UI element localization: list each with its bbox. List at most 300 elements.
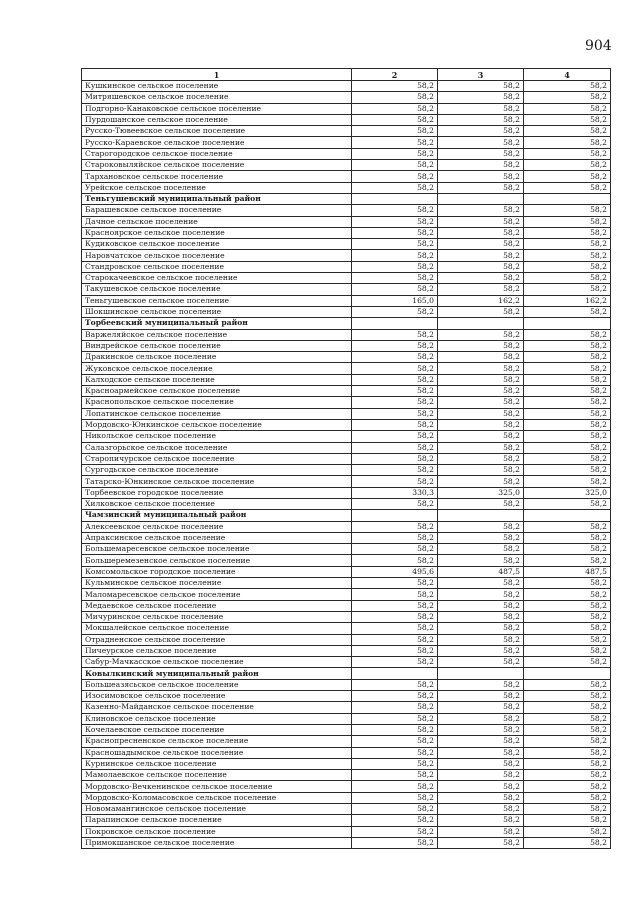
value-cell-col2: 58,2: [352, 306, 438, 317]
district-name: Теньгушевский муниципальный район: [82, 193, 352, 204]
settlement-name: Старокачеевское сельское поселение: [82, 273, 352, 284]
table-row: [82, 837, 611, 848]
settlement-name: Стандровское сельское поселение: [82, 261, 352, 272]
value-cell-col2: 58,2: [352, 792, 438, 803]
value-cell-col4: 58,2: [524, 770, 611, 781]
value-cell-col3: 58,2: [438, 397, 524, 408]
value-cell-col2: 58,2: [352, 544, 438, 555]
table-row: [82, 171, 611, 182]
value-cell-col2: 58,2: [352, 758, 438, 769]
table-row: [82, 713, 611, 724]
value-cell-col4: 58,2: [524, 239, 611, 250]
value-cell-col4: 58,2: [524, 408, 611, 419]
empty-cell: [352, 193, 438, 204]
value-cell-col2: 58,2: [352, 386, 438, 397]
empty-cell: [524, 193, 611, 204]
value-cell-col4: 58,2: [524, 92, 611, 103]
settlement-name: Отрадненское сельское поселение: [82, 634, 352, 645]
value-cell-col2: 58,2: [352, 555, 438, 566]
value-cell-col3: 58,2: [438, 284, 524, 295]
table-row: [82, 408, 611, 419]
value-cell-col2: 58,2: [352, 352, 438, 363]
district-header-row: [82, 193, 611, 204]
value-cell-col4: 58,2: [524, 521, 611, 532]
value-cell-col3: 58,2: [438, 114, 524, 125]
value-cell-col4: 325,0: [524, 487, 611, 498]
value-cell-col3: 58,2: [438, 691, 524, 702]
empty-cell: [352, 318, 438, 329]
value-cell-col4: 58,2: [524, 397, 611, 408]
table-row: [82, 758, 611, 769]
value-cell-col4: 58,2: [524, 465, 611, 476]
table-row: [82, 724, 611, 735]
settlement-name: Дачное сельское поселение: [82, 216, 352, 227]
value-cell-col2: 58,2: [352, 645, 438, 656]
value-cell-col3: 58,2: [438, 160, 524, 171]
value-cell-col4: 58,2: [524, 611, 611, 622]
value-cell-col2: 58,2: [352, 397, 438, 408]
value-cell-col3: 58,2: [438, 408, 524, 419]
value-cell-col2: 58,2: [352, 634, 438, 645]
value-cell-col4: 58,2: [524, 634, 611, 645]
value-cell-col3: 58,2: [438, 589, 524, 600]
value-cell-col4: 58,2: [524, 736, 611, 747]
value-cell-col4: 58,2: [524, 600, 611, 611]
value-cell-col4: 58,2: [524, 374, 611, 385]
value-cell-col4: 58,2: [524, 532, 611, 543]
settlement-name: Лопатинское сельское поселение: [82, 408, 352, 419]
value-cell-col2: 58,2: [352, 804, 438, 815]
value-cell-col2: 58,2: [352, 239, 438, 250]
district-header-row: [82, 668, 611, 679]
value-cell-col2: 495,6: [352, 566, 438, 577]
value-cell-col2: 58,2: [352, 521, 438, 532]
value-cell-col3: 58,2: [438, 623, 524, 634]
value-cell-col2: 58,2: [352, 250, 438, 261]
value-cell-col4: 58,2: [524, 227, 611, 238]
table-row: [82, 419, 611, 430]
settlement-name: Митряшевское сельское поселение: [82, 92, 352, 103]
value-cell-col4: 58,2: [524, 81, 611, 92]
value-cell-col4: 58,2: [524, 148, 611, 159]
settlement-name: Калходское сельское поселение: [82, 374, 352, 385]
value-cell-col4: 58,2: [524, 137, 611, 148]
settlement-name: Комсомольское городское поселение: [82, 566, 352, 577]
value-cell-col2: 58,2: [352, 103, 438, 114]
value-cell-col3: 58,2: [438, 815, 524, 826]
value-cell-col2: 58,2: [352, 713, 438, 724]
table-row: [82, 92, 611, 103]
value-cell-col4: 58,2: [524, 713, 611, 724]
table-row: [82, 81, 611, 92]
value-cell-col4: 58,2: [524, 758, 611, 769]
value-cell-col2: 58,2: [352, 114, 438, 125]
table-row: [82, 250, 611, 261]
value-cell-col4: 58,2: [524, 363, 611, 374]
value-cell-col4: 58,2: [524, 114, 611, 125]
table-row: [82, 273, 611, 284]
settlement-name: Красношадымское сельское поселение: [82, 747, 352, 758]
empty-cell: [352, 510, 438, 521]
value-cell-col2: 58,2: [352, 724, 438, 735]
table-row: [82, 442, 611, 453]
value-cell-col4: 58,2: [524, 781, 611, 792]
value-cell-col3: 58,2: [438, 747, 524, 758]
empty-cell: [352, 668, 438, 679]
value-cell-col4: 487,5: [524, 566, 611, 577]
table-row: [82, 227, 611, 238]
table-row: [82, 804, 611, 815]
value-cell-col2: 58,2: [352, 273, 438, 284]
column-header-1: 1: [82, 69, 352, 81]
value-cell-col2: 58,2: [352, 691, 438, 702]
settlement-name: Барашевское сельское поселение: [82, 205, 352, 216]
column-header-row: [82, 69, 611, 81]
value-cell-col3: 58,2: [438, 306, 524, 317]
value-cell-col2: 58,2: [352, 81, 438, 92]
value-cell-col3: 58,2: [438, 148, 524, 159]
value-cell-col3: 58,2: [438, 374, 524, 385]
value-cell-col2: 58,2: [352, 171, 438, 182]
table-row: [82, 657, 611, 668]
value-cell-col3: 58,2: [438, 419, 524, 430]
district-name: Торбеевский муниципальный район: [82, 318, 352, 329]
value-cell-col2: 58,2: [352, 815, 438, 826]
value-cell-col4: 58,2: [524, 160, 611, 171]
value-cell-col3: 58,2: [438, 182, 524, 193]
value-cell-col2: 58,2: [352, 137, 438, 148]
settlement-name: Маломаресевское сельское поселение: [82, 589, 352, 600]
value-cell-col3: 58,2: [438, 837, 524, 848]
value-cell-col3: 58,2: [438, 792, 524, 803]
value-cell-col2: 58,2: [352, 431, 438, 442]
value-cell-col2: 58,2: [352, 329, 438, 340]
value-cell-col2: 58,2: [352, 284, 438, 295]
value-cell-col4: 58,2: [524, 182, 611, 193]
value-cell-col3: 58,2: [438, 634, 524, 645]
table-row: [82, 329, 611, 340]
settlement-name: Парапинское сельское поселение: [82, 815, 352, 826]
table-row: [82, 340, 611, 351]
value-cell-col2: 58,2: [352, 532, 438, 543]
settlement-name: Изосимовское сельское поселение: [82, 691, 352, 702]
settlement-name: Мордовско-Коломасовское сельское поселение: [82, 792, 352, 803]
empty-cell: [438, 510, 524, 521]
table-row: [82, 126, 611, 137]
value-cell-col2: 58,2: [352, 126, 438, 137]
allocation-table: [81, 68, 611, 849]
value-cell-col2: 58,2: [352, 442, 438, 453]
value-cell-col4: 58,2: [524, 623, 611, 634]
value-cell-col2: 58,2: [352, 736, 438, 747]
settlement-name: Татарско-Юнкинское сельское поселение: [82, 476, 352, 487]
value-cell-col3: 58,2: [438, 476, 524, 487]
value-cell-col3: 58,2: [438, 363, 524, 374]
settlement-name: Алексеевское сельское поселение: [82, 521, 352, 532]
value-cell-col4: 58,2: [524, 804, 611, 815]
table-row: [82, 611, 611, 622]
district-name: Чамзинский муниципальный район: [82, 510, 352, 521]
value-cell-col2: 58,2: [352, 498, 438, 509]
value-cell-col3: 58,2: [438, 352, 524, 363]
table-row: [82, 781, 611, 792]
value-cell-col3: 58,2: [438, 386, 524, 397]
settlement-name: Кочелаевское сельское поселение: [82, 724, 352, 735]
table-row: [82, 374, 611, 385]
value-cell-col2: 58,2: [352, 611, 438, 622]
value-cell-col3: 58,2: [438, 544, 524, 555]
empty-cell: [438, 668, 524, 679]
value-cell-col3: 58,2: [438, 578, 524, 589]
empty-cell: [524, 668, 611, 679]
value-cell-col3: 58,2: [438, 103, 524, 114]
value-cell-col4: 58,2: [524, 284, 611, 295]
settlement-name: Примокшанское сельское поселение: [82, 837, 352, 848]
table-row: [82, 826, 611, 837]
settlement-name: Кульминское сельское поселение: [82, 578, 352, 589]
settlement-name: Кудиковское сельское поселение: [82, 239, 352, 250]
value-cell-col3: 58,2: [438, 465, 524, 476]
value-cell-col2: 58,2: [352, 227, 438, 238]
value-cell-col4: 58,2: [524, 498, 611, 509]
value-cell-col4: 58,2: [524, 126, 611, 137]
settlement-name: Такушевское сельское поселение: [82, 284, 352, 295]
settlement-name: Салазгорьское сельское поселение: [82, 442, 352, 453]
value-cell-col2: 58,2: [352, 476, 438, 487]
value-cell-col4: 58,2: [524, 431, 611, 442]
settlement-name: Мичуринское сельское поселение: [82, 611, 352, 622]
table-row: [82, 555, 611, 566]
value-cell-col2: 58,2: [352, 600, 438, 611]
value-cell-col3: 58,2: [438, 736, 524, 747]
table-row: [82, 566, 611, 577]
value-cell-col4: 58,2: [524, 691, 611, 702]
value-cell-col2: 58,2: [352, 340, 438, 351]
table-row: [82, 284, 611, 295]
value-cell-col3: 58,2: [438, 205, 524, 216]
value-cell-col4: 58,2: [524, 352, 611, 363]
value-cell-col3: 58,2: [438, 657, 524, 668]
value-cell-col4: 58,2: [524, 837, 611, 848]
value-cell-col2: 58,2: [352, 92, 438, 103]
value-cell-col3: 58,2: [438, 770, 524, 781]
value-cell-col4: 58,2: [524, 578, 611, 589]
settlement-name: Большеазясьское сельское поселение: [82, 679, 352, 690]
value-cell-col3: 58,2: [438, 216, 524, 227]
value-cell-col2: 58,2: [352, 826, 438, 837]
settlement-name: Варжеляйское сельское поселение: [82, 329, 352, 340]
table-row: [82, 397, 611, 408]
value-cell-col4: 58,2: [524, 724, 611, 735]
value-cell-col4: 58,2: [524, 453, 611, 464]
value-cell-col3: 58,2: [438, 250, 524, 261]
table-row: [82, 589, 611, 600]
value-cell-col4: 58,2: [524, 815, 611, 826]
value-cell-col3: 58,2: [438, 713, 524, 724]
column-header-4: 4: [524, 69, 611, 81]
value-cell-col4: 58,2: [524, 645, 611, 656]
value-cell-col4: 58,2: [524, 216, 611, 227]
table-row: [82, 352, 611, 363]
value-cell-col4: 58,2: [524, 419, 611, 430]
value-cell-col3: 58,2: [438, 137, 524, 148]
settlement-name: Кушкинское сельское поселение: [82, 81, 352, 92]
value-cell-col2: 58,2: [352, 578, 438, 589]
value-cell-col3: 58,2: [438, 702, 524, 713]
table-row: [82, 182, 611, 193]
table-row: [82, 498, 611, 509]
settlement-name: Шокшинское сельское поселение: [82, 306, 352, 317]
table-body: [82, 81, 611, 849]
page-number: 904: [585, 38, 612, 54]
value-cell-col4: 58,2: [524, 171, 611, 182]
settlement-name: Дракинское сельское поселение: [82, 352, 352, 363]
table-row: [82, 295, 611, 306]
table-row: [82, 239, 611, 250]
value-cell-col3: 58,2: [438, 453, 524, 464]
empty-cell: [524, 318, 611, 329]
table-row: [82, 544, 611, 555]
table-row: [82, 103, 611, 114]
table-row: [82, 691, 611, 702]
value-cell-col2: 58,2: [352, 453, 438, 464]
value-cell-col2: 58,2: [352, 781, 438, 792]
table-row: [82, 487, 611, 498]
table-row: [82, 623, 611, 634]
empty-cell: [438, 318, 524, 329]
table-row: [82, 453, 611, 464]
table-row: [82, 645, 611, 656]
settlement-name: Тархановское сельское поселение: [82, 171, 352, 182]
table-row: [82, 465, 611, 476]
value-cell-col3: 58,2: [438, 340, 524, 351]
table-row: [82, 600, 611, 611]
settlement-name: Курнинское сельское поселение: [82, 758, 352, 769]
value-cell-col3: 325,0: [438, 487, 524, 498]
table-row: [82, 216, 611, 227]
settlement-name: Виндрейское сельское поселение: [82, 340, 352, 351]
empty-cell: [438, 193, 524, 204]
settlement-name: Покровское сельское поселение: [82, 826, 352, 837]
value-cell-col4: 58,2: [524, 657, 611, 668]
value-cell-col3: 58,2: [438, 758, 524, 769]
table-row: [82, 363, 611, 374]
table-row: [82, 702, 611, 713]
settlement-name: Мордовско-Вечкенинское сельское поселение: [82, 781, 352, 792]
value-cell-col2: 58,2: [352, 679, 438, 690]
table-row: [82, 815, 611, 826]
value-cell-col3: 58,2: [438, 329, 524, 340]
settlement-name: Новомамангинское сельское поселение: [82, 804, 352, 815]
table-row: [82, 679, 611, 690]
table-row: [82, 160, 611, 171]
value-cell-col4: 58,2: [524, 747, 611, 758]
settlement-name: Торбеевское городское поселение: [82, 487, 352, 498]
table-row: [82, 261, 611, 272]
value-cell-col4: 58,2: [524, 250, 611, 261]
value-cell-col4: 58,2: [524, 544, 611, 555]
value-cell-col4: 58,2: [524, 386, 611, 397]
value-cell-col3: 58,2: [438, 431, 524, 442]
value-cell-col4: 58,2: [524, 329, 611, 340]
value-cell-col2: 58,2: [352, 419, 438, 430]
value-cell-col2: 58,2: [352, 623, 438, 634]
table-row: [82, 736, 611, 747]
value-cell-col2: 58,2: [352, 363, 438, 374]
settlement-name: Пурдошанское сельское поселение: [82, 114, 352, 125]
settlement-name: Теньгушевское сельское поселение: [82, 295, 352, 306]
value-cell-col2: 58,2: [352, 589, 438, 600]
table-row: [82, 386, 611, 397]
value-cell-col2: 58,2: [352, 702, 438, 713]
value-cell-col3: 58,2: [438, 645, 524, 656]
value-cell-col3: 58,2: [438, 826, 524, 837]
value-cell-col3: 58,2: [438, 521, 524, 532]
value-cell-col4: 58,2: [524, 476, 611, 487]
settlement-name: Жуковское сельское поселение: [82, 363, 352, 374]
settlement-name: Наровчатское сельское поселение: [82, 250, 352, 261]
value-cell-col4: 58,2: [524, 555, 611, 566]
table-row: [82, 747, 611, 758]
value-cell-col4: 58,2: [524, 702, 611, 713]
value-cell-col4: 58,2: [524, 340, 611, 351]
column-header-2: 2: [352, 69, 438, 81]
settlement-name: Урейское сельское поселение: [82, 182, 352, 193]
settlement-name: Большемаресевское сельское поселение: [82, 544, 352, 555]
empty-cell: [524, 510, 611, 521]
value-cell-col3: 162,2: [438, 295, 524, 306]
settlement-name: Подгорно-Канаковское сельское поселение: [82, 103, 352, 114]
settlement-name: Мокшалейское сельское поселение: [82, 623, 352, 634]
value-cell-col3: 58,2: [438, 126, 524, 137]
value-cell-col2: 58,2: [352, 205, 438, 216]
settlement-name: Русско-Тювеевское сельское поселение: [82, 126, 352, 137]
value-cell-col4: 162,2: [524, 295, 611, 306]
settlement-name: Клиновское сельское поселение: [82, 713, 352, 724]
table-row: [82, 792, 611, 803]
settlement-name: Сургодьское сельское поселение: [82, 465, 352, 476]
value-cell-col2: 58,2: [352, 657, 438, 668]
district-header-row: [82, 510, 611, 521]
value-cell-col4: 58,2: [524, 273, 611, 284]
table-row: [82, 431, 611, 442]
value-cell-col2: 58,2: [352, 216, 438, 227]
value-cell-col2: 58,2: [352, 747, 438, 758]
value-cell-col2: 58,2: [352, 374, 438, 385]
value-cell-col3: 58,2: [438, 600, 524, 611]
settlement-name: Русско-Караевское сельское поселение: [82, 137, 352, 148]
settlement-name: Мамолаевское сельское поселение: [82, 770, 352, 781]
value-cell-col2: 58,2: [352, 261, 438, 272]
value-cell-col3: 58,2: [438, 679, 524, 690]
table-row: [82, 770, 611, 781]
value-cell-col4: 58,2: [524, 589, 611, 600]
value-cell-col3: 58,2: [438, 273, 524, 284]
settlement-name: Старопичурское сельское поселение: [82, 453, 352, 464]
value-cell-col3: 58,2: [438, 92, 524, 103]
table-row: [82, 578, 611, 589]
value-cell-col2: 58,2: [352, 465, 438, 476]
settlement-name: Красноярское сельское поселение: [82, 227, 352, 238]
settlement-name: Сабур-Мачкасское сельское поселение: [82, 657, 352, 668]
value-cell-col3: 58,2: [438, 781, 524, 792]
value-cell-col3: 58,2: [438, 171, 524, 182]
value-cell-col2: 58,2: [352, 160, 438, 171]
settlement-name: Медаевское сельское поселение: [82, 600, 352, 611]
value-cell-col2: 58,2: [352, 837, 438, 848]
value-cell-col3: 58,2: [438, 532, 524, 543]
settlement-name: Краснопресненское сельское поселение: [82, 736, 352, 747]
